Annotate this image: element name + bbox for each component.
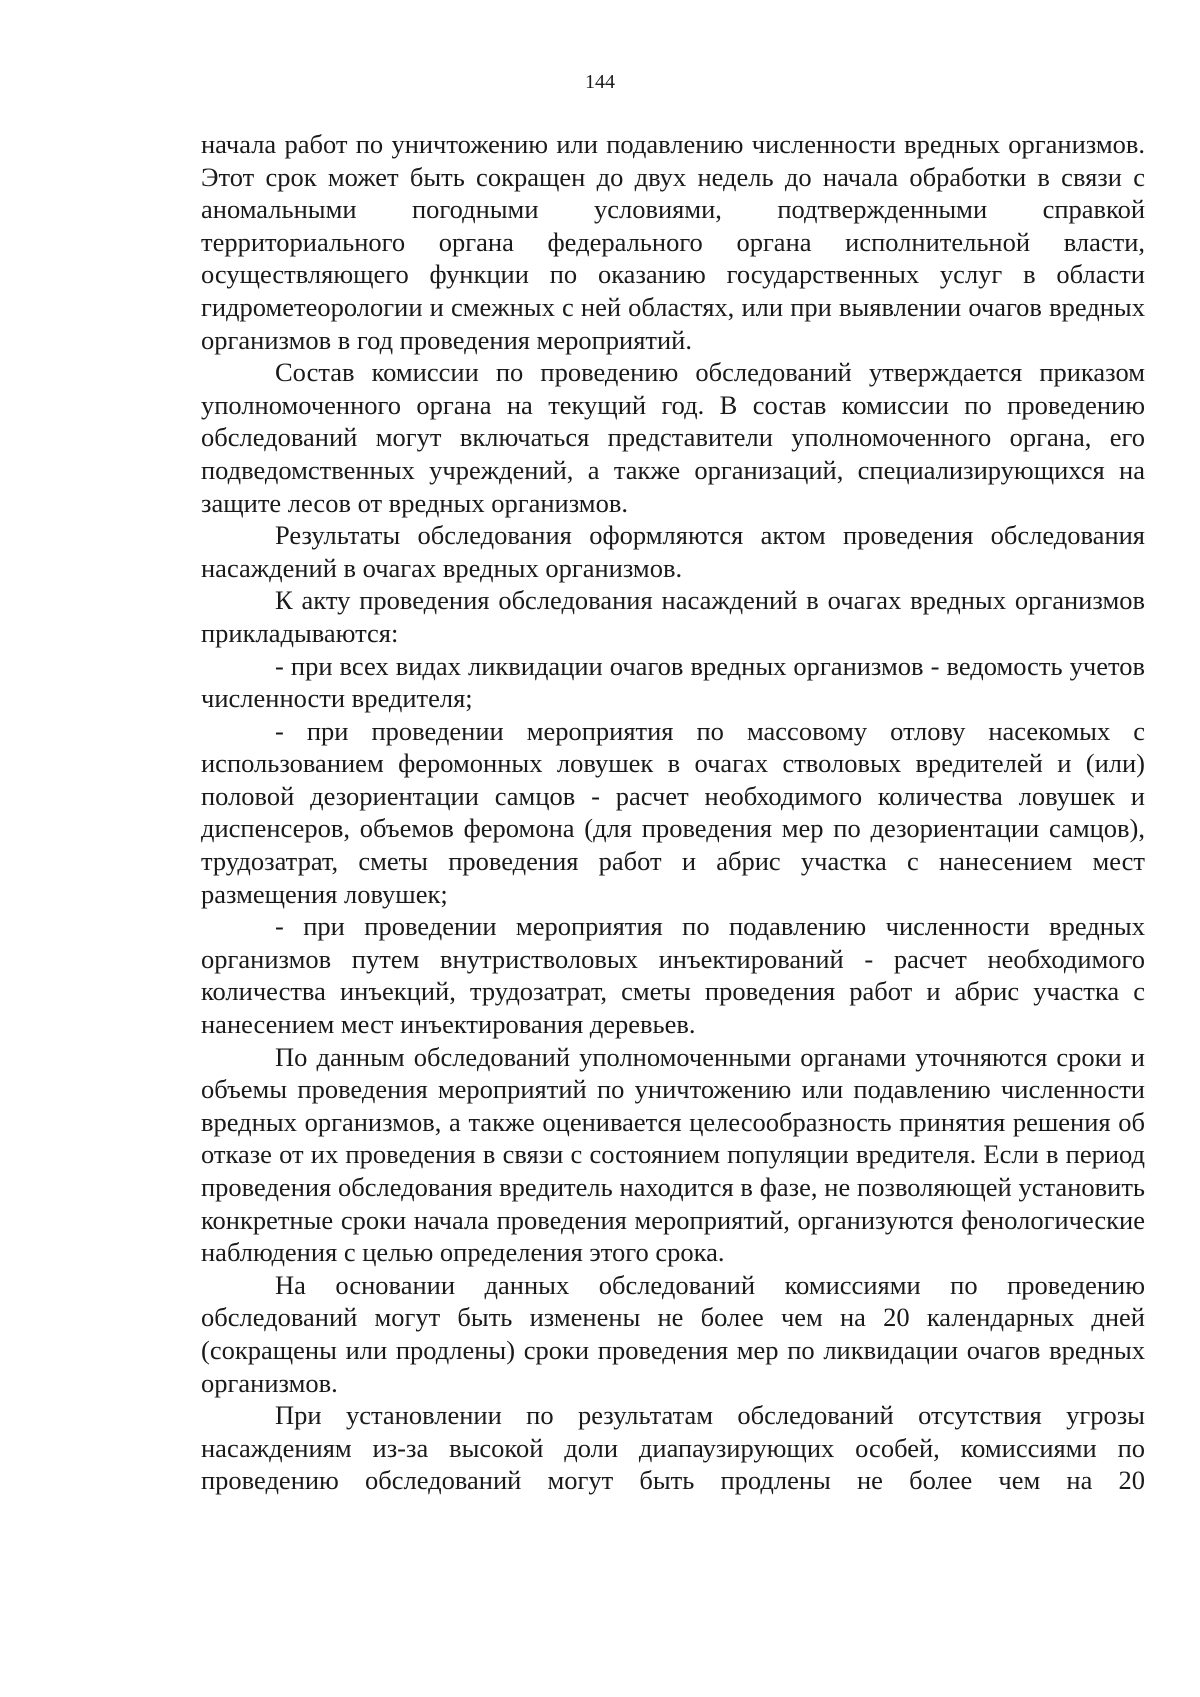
- paragraph: На основании данных обследований комиссиями по проведению обследований могут быть изменены не более чем на 20 календарных дней (сокращены или продлены) сроки проведения мер по ликвидации очагов вредных организмов.: [201, 1269, 1145, 1398]
- paragraph: По данным обследований уполномоченными органами уточняются сроки и объемы проведения мероприятий по уничтожению или подавлению численности вредных организмов, а также оценивается целесообразность принятия решения об отказе от их проведения в связи с состоянием популяции вредителя. Если в период проведения обследования вредитель находится в фазе, не позволяющей установить конкретные сроки начала проведения мероприятий, организуются фенологические наблюдения с целью определения этого срока.: [201, 1041, 1145, 1268]
- paragraph: начала работ по уничтожению или подавлению численности вредных организмов. Этот срок может быть сокращен до двух недель до начала обработки в связи с аномальными погодными условиями, подтвержденными справкой территориального органа федерального органа исполнительной власти, осуществляющего функции по оказанию государственных услуг в области гидрометеорологии и смежных с ней областях, или при выявлении очагов вредных организмов в год проведения мероприятий.: [201, 129, 1145, 355]
- page-number: 144: [585, 71, 615, 93]
- list-item-paragraph: - при проведении мероприятия по подавлению численности вредных организмов путем внутристволовых инъектирований - расчет необходимого количества инъекций, трудозатрат, сметы проведения работ и абрис участка с нанесением мест инъектирования деревьев.: [201, 911, 1145, 1040]
- paragraph: Результаты обследования оформляются актом проведения обследования насаждений в очагах вредных организмов.: [201, 520, 1145, 583]
- list-item-paragraph: - при всех видах ликвидации очагов вредных организмов - ведомость учетов численности вредителя;: [201, 650, 1145, 714]
- list-item-paragraph: - при проведении мероприятия по массовому отлову насекомых с использованием феромонных ловушек в очагах стволовых вредителей и (или) половой дезориентации самцов - расчет необходимого количества ловушек и диспенсеров, объемов феромона (для проведения мер по дезориентации самцов), трудозатрат, сметы проведения работ и абрис участка с нанесением мест размещения ловушек;: [201, 715, 1145, 909]
- paragraph: Состав комиссии по проведению обследований утверждается приказом уполномоченного органа на текущий год. В состав комиссии по проведению обследований могут включаться представители уполномоченного органа, его подведомственных учреждений, а также организаций, специализирующихся на защите лесов от вредных организмов.: [201, 357, 1145, 518]
- paragraph: К акту проведения обследования насаждений в очагах вредных организмов прикладываются:: [201, 585, 1145, 648]
- document-body: [201, 128, 1145, 1497]
- paragraph: При установлении по результатам обследований отсутствия угрозы насаждениям из-за высокой доли диапаузирующих особей, комиссиями по проведению обследований могут быть продлены не более чем на 20: [201, 1400, 1145, 1496]
